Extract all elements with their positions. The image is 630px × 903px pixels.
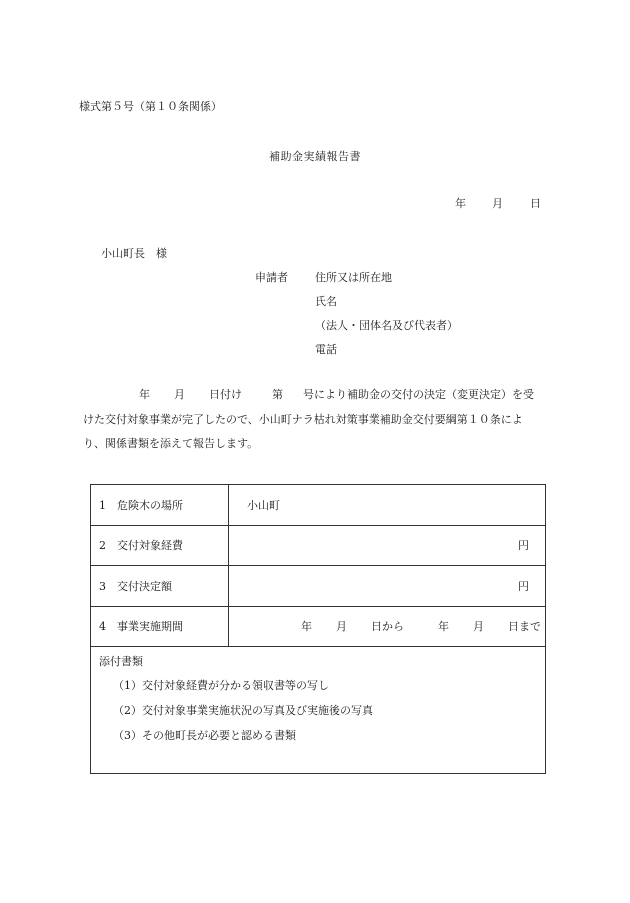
- applicant-label: 申請者: [255, 271, 288, 284]
- applicant-phone: 電話: [315, 343, 337, 356]
- attachments-title: 添付書類: [99, 655, 143, 668]
- applicant-name: 氏名: [315, 295, 337, 308]
- form-number: 様式第５号（第１０条関係）: [79, 100, 222, 113]
- row-label: 1 危険木の場所: [91, 485, 229, 526]
- location-value: 小山町: [229, 485, 546, 526]
- table-row: [91, 485, 546, 526]
- body-line-1: 年 月 日付け 第 号により補助金の交付の決定（変更決定）を受: [139, 388, 534, 401]
- table-row: [91, 525, 546, 566]
- applicant-org-note: （法人・団体名及び代表者）: [315, 319, 458, 332]
- date-day: 日: [530, 197, 541, 210]
- row-label: 3 交付決定額: [91, 566, 229, 607]
- date-line: [455, 197, 541, 211]
- row-label: 2 交付対象経費: [91, 525, 229, 566]
- attachment-item: （1）交付対象経費が分かる領収書等の写し: [113, 679, 329, 692]
- attachments-cell: [91, 647, 546, 774]
- decision-amount-value: [229, 566, 546, 607]
- table-row: [91, 606, 546, 647]
- yen-unit: 円: [518, 579, 529, 593]
- cost-value: [229, 525, 546, 566]
- date-year: 年: [455, 197, 466, 210]
- table-row: [91, 566, 546, 607]
- report-table: [90, 484, 546, 774]
- yen-unit: 円: [518, 539, 529, 553]
- row-label: 4 事業実施期間: [91, 606, 229, 647]
- body-line-3: り、関係書類を添えて報告します。: [83, 437, 259, 450]
- applicant-block: [255, 271, 458, 367]
- date-month: 月: [492, 197, 503, 210]
- attachment-item: （3）その他町長が必要と認める書類: [113, 729, 296, 742]
- applicant-address: 住所又は所在地: [315, 271, 392, 284]
- attachments-row: [91, 647, 546, 774]
- page-title: 補助金実績報告書: [269, 150, 361, 163]
- attachment-item: （2）交付対象事業実施状況の写真及び実施後の写真: [113, 704, 373, 717]
- report-body: [83, 383, 553, 457]
- body-line-2: けた交付対象事業が完了したので、小山町ナラ枯れ対策事業補助金交付要綱第１０条によ: [83, 412, 523, 426]
- addressee: 小山町長 様: [101, 247, 167, 260]
- period-value: 年 月 日から 年 月 日まで: [229, 606, 546, 647]
